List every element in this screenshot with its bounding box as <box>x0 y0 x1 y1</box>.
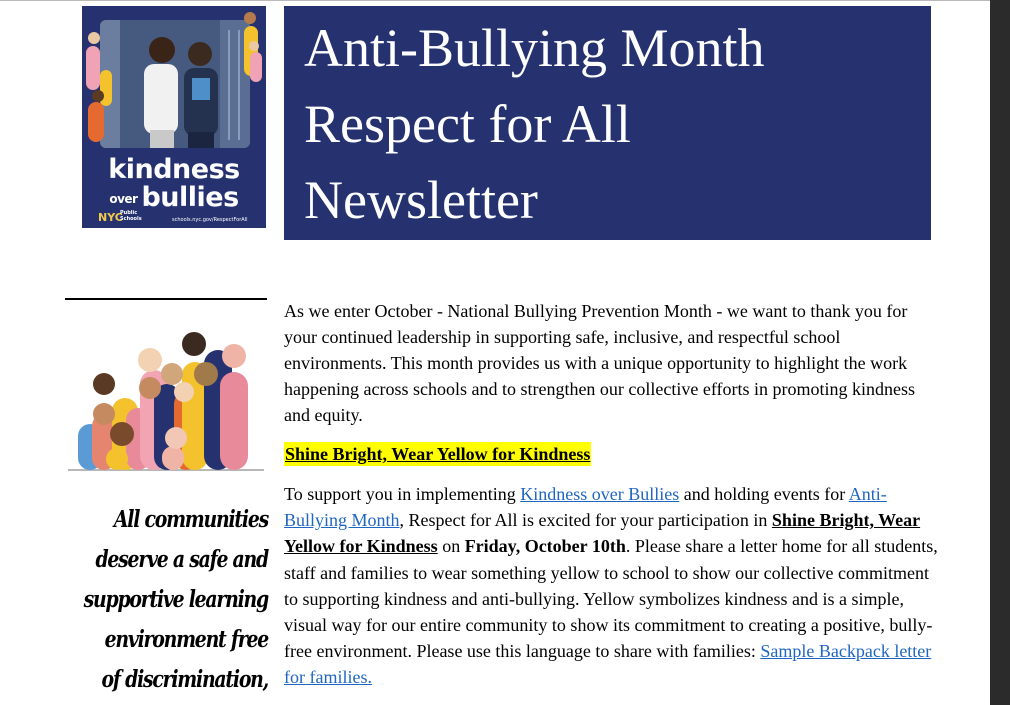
nyc-sub-line2: Schools <box>120 216 142 222</box>
kindness-over-bullies-link[interactable]: Kindness over Bullies <box>520 484 680 504</box>
poster-logo-bullies-word: bullies <box>141 182 239 213</box>
title-line-3: Newsletter <box>304 170 538 230</box>
scrollbar-thumb[interactable] <box>996 4 1004 44</box>
shine-bright-paragraph <box>284 481 944 691</box>
title-line-1: Anti-Bullying Month <box>304 18 765 78</box>
pull-quote <box>81 500 268 700</box>
newsletter-title <box>304 10 765 238</box>
vertical-scrollbar[interactable] <box>990 0 1010 705</box>
poster-logo-kindness: kindness <box>108 154 240 185</box>
poster-logo-bullies <box>82 182 266 213</box>
quote-line: environment free <box>104 626 268 653</box>
poster-logo-over: over <box>109 191 138 206</box>
quote-line: supportive learning <box>83 586 268 613</box>
event-date: Friday, October 10th <box>464 536 626 557</box>
poster-people-accents <box>82 6 266 156</box>
para-text: , Respect for All is excited for your participation in <box>399 510 772 531</box>
nyc-sub-line1: Public <box>120 210 138 216</box>
para-text: on <box>437 536 465 557</box>
kindness-over-bullies-poster <box>82 6 266 228</box>
anti-bullying-month-link[interactable]: Anti-Bullying Month <box>284 484 887 531</box>
shine-bright-heading: Shine Bright, Wear Yellow for Kindness <box>285 444 591 464</box>
intro-paragraph: As we enter October - National Bullying Prevention Month - we want to thank you for your continued leadership in supporting safe, inclusive, and respectful school environments. This month provides us with a unique opportunity to highlight the work happening across schools and to strengthen our collective efforts in promoting kindness and equity. <box>284 301 916 425</box>
quote-line: of discrimination, <box>101 666 268 693</box>
event-name: Shine Bright, Wear Yellow for Kindness <box>284 510 921 557</box>
left-column-divider <box>65 298 267 300</box>
title-banner <box>284 6 931 240</box>
para-text: and holding events for <box>679 484 849 504</box>
nyc-public-schools-label <box>120 210 142 222</box>
para-text: . Please share a letter home for all students, staff and families to wear something yellow to school to show our collective commitment to supporting kindness and anti-bullying. Yellow symbolizes kindness and is a simple, visual way for our entire community to show its commitment to creating a positive, bully-free environment. Please use this language to share with families: <box>284 536 938 662</box>
nyc-logo: NYC <box>98 211 123 224</box>
page-top-border <box>0 0 990 1</box>
poster-url: schools.nyc.gov/RespectForAll <box>172 217 248 223</box>
quote-line: deserve a safe and <box>95 546 269 573</box>
sample-backpack-letter-link[interactable]: Sample Backpack letter for families. <box>284 641 932 688</box>
diverse-people-illustration <box>66 322 266 472</box>
title-line-2: Respect for All <box>304 94 631 154</box>
para-text: To support you in implementing <box>284 484 521 504</box>
quote-line: All communities <box>113 506 269 533</box>
